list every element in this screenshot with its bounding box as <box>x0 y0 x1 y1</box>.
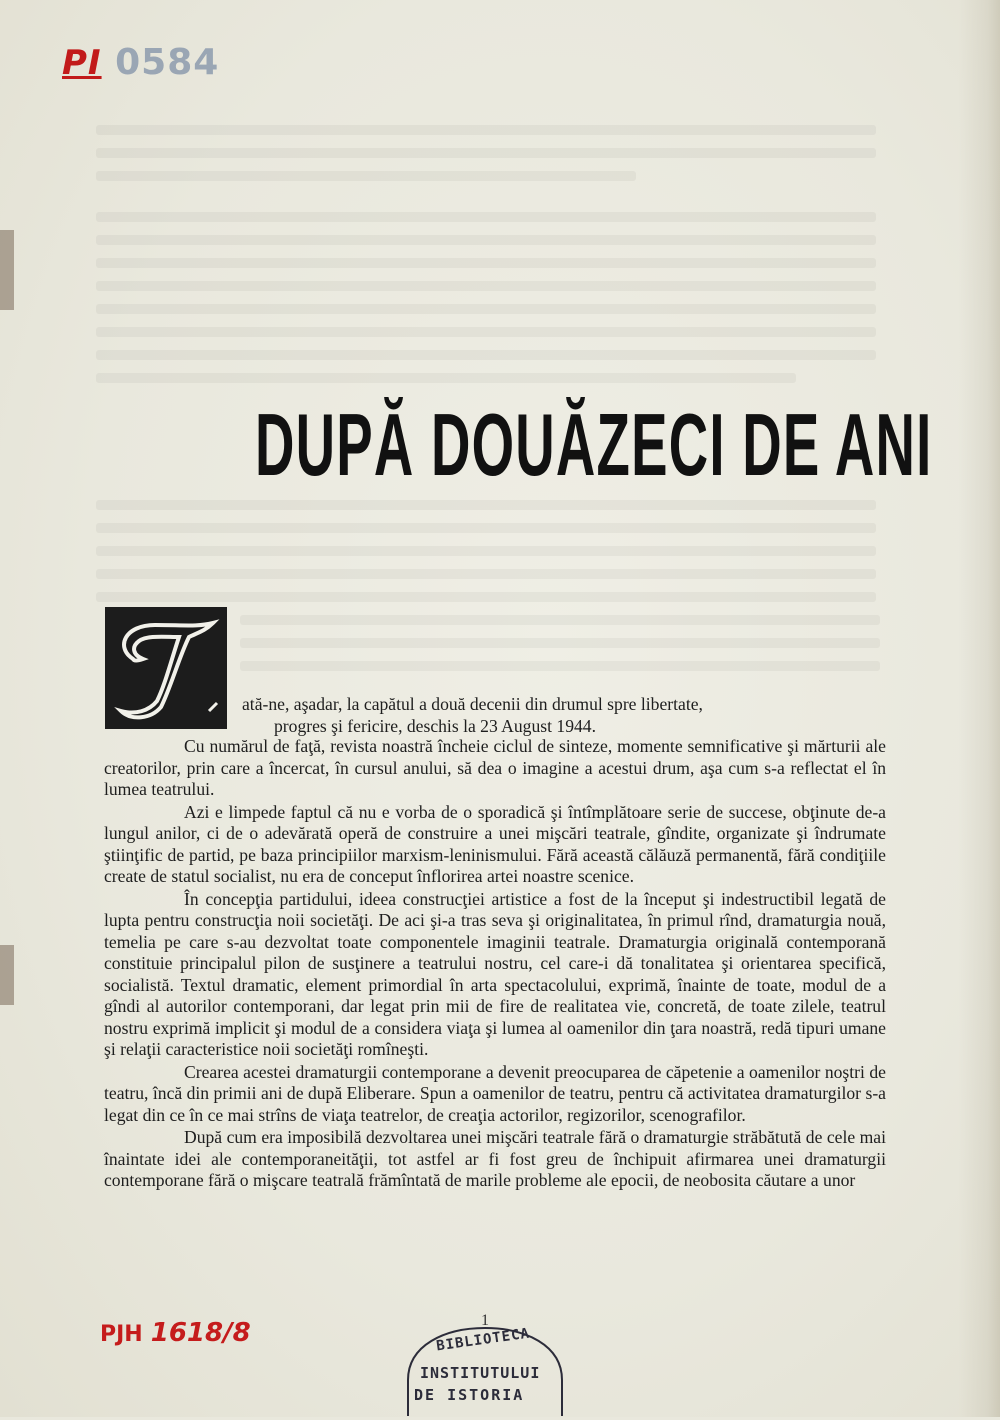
bleed-through <box>96 546 876 556</box>
shelf-mark-bottom <box>100 1318 251 1348</box>
drop-cap <box>105 607 227 729</box>
bleed-through <box>240 615 880 625</box>
bleed-through <box>96 304 876 314</box>
paragraph: În concepţia partidului, ideea construcţiei artistice a fost de la început şi indestructibil legată de lupta pentru construcţia noii societăţi. De aci şi-a tras seva şi originalitatea, în primul rînd, dramaturgia nouă, temelia pe care s-au dezvoltat toate componentele imaginii teatrale. Dramaturgia originală contemporană constituie principalul pilon de susţinere a teatrului nostru, cel care-i dă tonalitatea şi orientarea specifică, socialistă. Textul dramatic, element primordial în arta spectacolului, exprimă, înainte de toate, modul de a gîndi al autorilor contemporani, dar legat prin mii de fire de realitatea vie, concretă, de toate zilele, teatrul nostru exprimă implicit şi modul de a considera viaţa şi lumea al oamenilor din ţara noastră, redă tipuri umane şi relaţii caracteristice noii societăţi romîneşti. <box>104 888 886 1059</box>
opening-line-1: ată-ne, aşadar, la capătul a două decenii din drumul spre libertate, <box>242 694 703 714</box>
binding-mark <box>0 230 14 310</box>
stamp-top-text: BIBLIOTECA <box>435 1325 531 1355</box>
paragraph: După cum era imposibilă dezvoltarea unei mişcări teatrale fără o dramaturgie străbătută de cele mai înaintate idei ale contemporaneităţii, tot astfel ar fi fost greu de închipuit afirmarea unei dramaturgii contemporane fără o mişcare teatrală frămîntată de marile probleme ale epocii, de neobosita căutare a unor <box>104 1127 886 1190</box>
bleed-through <box>96 592 876 602</box>
bleed-through <box>96 523 876 533</box>
article-title: DUPĂ DOUĂZECI DE ANI <box>255 395 933 494</box>
paragraph: Azi e limpede faptul că nu e vorba de o sporadică şi întîmplătoare serie de succese, obţinute de-a lungul anilor, ci de o adevărată operă de construire a unei mişcări teatrale, gîndite, organizate şi îndrumate ştiinţific de partid, pe baza principiilor marxism-leninismului. Fără această călăuză permanentă, fără condiţiile create de statul socialist, nu era de conceput înflorirea artei noastre scenice. <box>104 801 886 886</box>
bleed-through <box>96 327 876 337</box>
shelf-mark-bottom-number: 1618/8 <box>150 1318 251 1348</box>
bleed-through <box>96 212 876 222</box>
stamp-bottom-text: DE ISTORIA <box>414 1386 525 1404</box>
stamp-mid-text: INSTITUTULUI <box>420 1364 541 1382</box>
opening-line-2: progres şi fericire, deschis la 23 August 1944. <box>274 715 596 736</box>
library-stamp <box>400 1320 570 1420</box>
paragraph: Crearea acestei dramaturgii contemporane a devenit preocuparea de căpetenie a oamenilor noştri de teatru, încă din primii ani de după Eliberare. Spun a oamenilor de teatru, pentru că activitatea dramaturgilor s-a legat din ce în ce mai strîns de viaţa teatrelor, de creaţia actorilor, regizorilor, scenografilor. <box>104 1061 886 1125</box>
shelf-mark-number: 0584 <box>115 42 220 83</box>
shelf-mark-top <box>62 42 219 83</box>
bleed-through <box>96 569 876 579</box>
binding-mark <box>0 945 14 1005</box>
bleed-through <box>96 235 876 245</box>
bleed-through <box>96 500 876 510</box>
bleed-through <box>96 350 876 360</box>
shelf-mark-bottom-prefix: PJH <box>100 1322 143 1347</box>
bleed-through <box>96 373 796 383</box>
page-edge-shadow <box>958 0 1000 1417</box>
page-number: 1 <box>481 1312 489 1329</box>
article-body <box>104 736 886 1192</box>
opening-lines <box>242 694 884 737</box>
shelf-mark-prefix: PI <box>62 43 102 83</box>
bleed-through <box>96 171 636 181</box>
drop-cap-glyph <box>105 607 227 729</box>
bleed-through <box>240 661 880 671</box>
bleed-through <box>96 148 876 158</box>
bleed-through <box>96 125 876 135</box>
bleed-through <box>240 638 880 648</box>
bleed-through <box>96 258 876 268</box>
bleed-through <box>96 281 876 291</box>
paragraph: Cu numărul de faţă, revista noastră încheie ciclul de sinteze, momente semnificative şi mărturii ale creatorilor, prin care a încercat, în cursul anului, să dea o imagine a acestui drum, aşa cum s-a reflectat el în lumea teatrului. <box>104 736 886 799</box>
